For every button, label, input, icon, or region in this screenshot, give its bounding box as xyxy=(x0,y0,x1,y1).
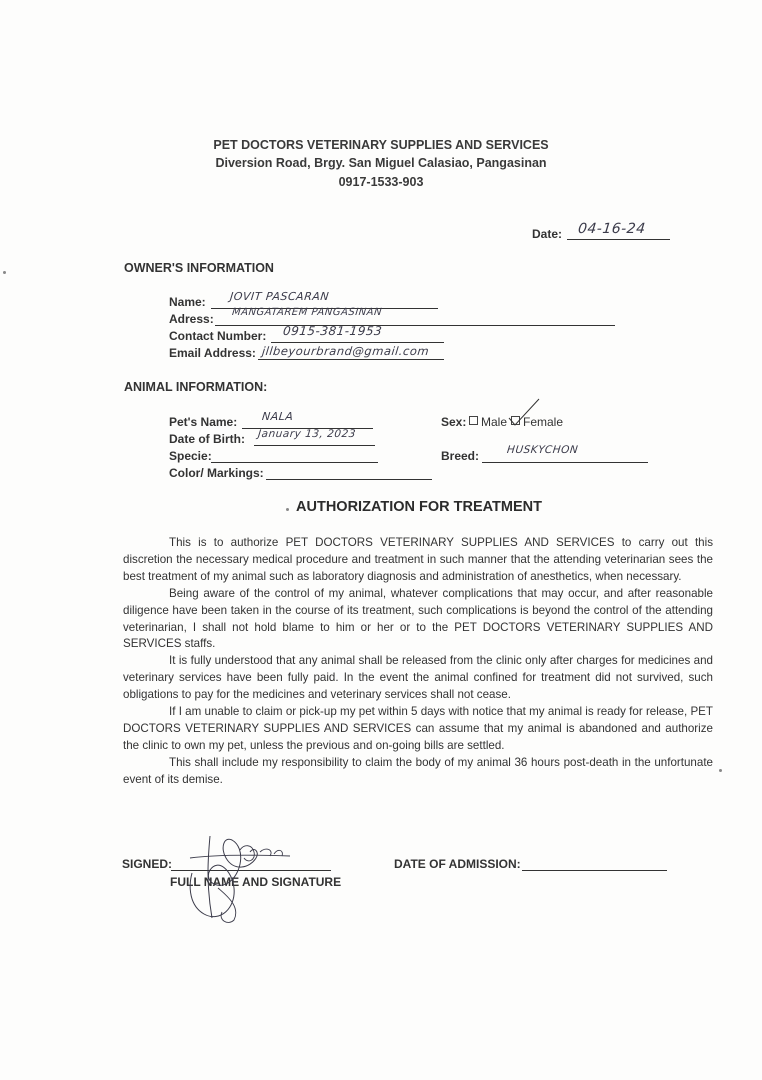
female-check-mark xyxy=(506,396,542,428)
name-value: JOVIT PASCARAN xyxy=(229,290,330,303)
address-value: MANGATAREM PANGASINAN xyxy=(231,307,383,318)
sex-label: Sex: xyxy=(441,415,467,429)
address-label: Adress: xyxy=(169,312,214,326)
signature-caption: FULL NAME AND SIGNATURE xyxy=(170,875,342,889)
contact-label: Contact Number: xyxy=(169,329,267,343)
paragraph-complications: Being aware of the control of my animal, whatever complications that may occur, and after reasonable diligence have been taken in the course of its treatment, such complications is beyond the control of the attending veterinarian, I shall not hold blame to him or her or to the PET DOCTORS VETERINARY SUPPLIES AND SERVICES staffs. xyxy=(123,586,713,651)
sex-male-option[interactable] xyxy=(469,415,507,429)
admission-field[interactable] xyxy=(522,855,667,871)
animal-heading: ANIMAL INFORMATION: xyxy=(124,380,268,394)
specie-field[interactable] xyxy=(211,447,378,463)
breed-value: HUSKYCHON xyxy=(506,444,579,456)
owner-heading: OWNER'S INFORMATION xyxy=(124,261,274,275)
signed-label: SIGNED: xyxy=(122,857,173,871)
specie-label: Specie: xyxy=(169,449,212,463)
scan-speck xyxy=(719,769,722,772)
authorization-title: AUTHORIZATION FOR TREATMENT xyxy=(296,499,542,515)
date-value: 04-16-24 xyxy=(577,221,647,237)
paragraph-payment: It is fully understood that any animal shall be released from the clinic only after charges for medicines and veterinary services have been fully paid. In the event the animal confined for treatment did not survived, such obligations to pay for the medicines and veterinary services shall not cease. xyxy=(123,654,713,702)
company-address: Diversion Road, Brgy. San Miguel Calasiao, Pangasinan xyxy=(215,156,547,170)
color-field[interactable] xyxy=(266,464,432,480)
company-phone: 0917-1533-903 xyxy=(338,175,424,189)
scan-speck xyxy=(3,271,6,274)
admission-label: DATE OF ADMISSION: xyxy=(394,857,521,871)
email-label: Email Address: xyxy=(169,346,256,360)
date-label: Date: xyxy=(532,227,563,241)
dob-value: January 13, 2023 xyxy=(257,428,357,440)
paragraph-remains: This shall include my responsibility to claim the body of my animal 36 hours post-death in the unfortunate event of its demise. xyxy=(123,755,713,786)
breed-label: Breed: xyxy=(441,449,480,463)
company-name: PET DOCTORS VETERINARY SUPPLIES AND SERVICES xyxy=(213,138,549,152)
dob-label: Date of Birth: xyxy=(169,432,245,446)
pet-name-value: NALA xyxy=(261,410,295,423)
pet-name-label: Pet's Name: xyxy=(169,415,238,429)
authorization-body xyxy=(123,535,713,789)
male-label: Male xyxy=(481,415,508,429)
color-label: Color/ Markings: xyxy=(169,466,264,480)
female-label: Female xyxy=(523,415,564,429)
contact-value: 0915-381-1953 xyxy=(282,324,383,338)
male-checkbox[interactable] xyxy=(469,416,478,425)
email-value: jllbeyourbrand@gmail.com xyxy=(261,344,430,358)
name-label: Name: xyxy=(169,295,206,309)
paragraph-authorize: This is to authorize PET DOCTORS VETERINARY SUPPLIES AND SERVICES to carry out this discretion the necessary medical procedure and treatment in such manner that the attending veterinarian sees the best treatment of my animal such as laboratory diagnosis and administration of anesthetics, when necessary. xyxy=(123,536,713,583)
scan-speck xyxy=(286,508,289,511)
handwritten-signature xyxy=(170,828,295,928)
paragraph-abandonment: If I am unable to claim or pick-up my pet within 5 days with notice that my animal is ready for release, PET DOCTORS VETERINARY SUPPLIES AND SERVICES can assume that my animal is abandoned and authorize the clinic to own my pet, unless the previous and on-going bills are settled. xyxy=(123,705,713,752)
